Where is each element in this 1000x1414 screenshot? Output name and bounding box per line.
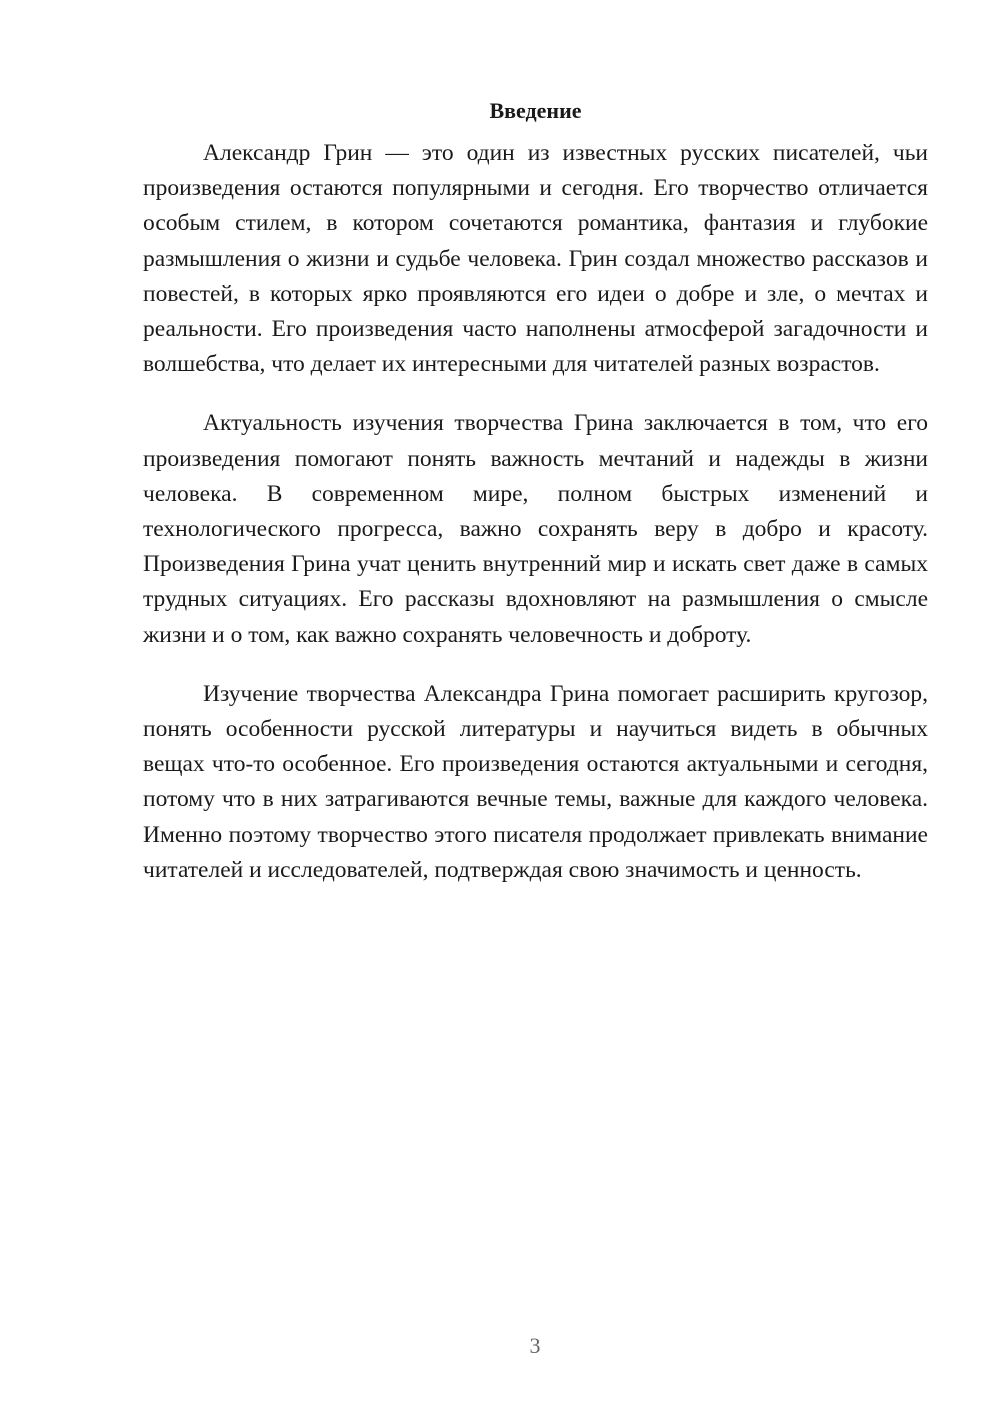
section-heading: Введение xyxy=(489,98,582,123)
page-content xyxy=(143,94,928,912)
page-number: 3 xyxy=(529,1333,541,1358)
paragraph-intro: Александр Грин — это один из известных русских писателей, чьи произведения остаются популярными и сегодня. Его творчество отличается особым стилем, в котором сочетаются романтика, фантазия и глубокие размышления о жизни и судьбе человека. Грин создал множество рассказов и повестей, в которых ярко проявляются его идеи о добре и зле, о мечтах и реальности. Его произведения часто наполнены атмосферой загадочности и волшебства, что делает их интересными для читателей разных возрастов. xyxy=(143,140,928,378)
paragraph-conclusion: Изучение творчества Александра Грина помогает расширить кругозор, понять особенности русской литературы и научиться видеть в обычных вещах что-то особенное. Его произведения остаются актуальными и сегодня, потому что в них затрагиваются вечные темы, важные для каждого человека. Именно поэтому творчество этого писателя продолжает привлекать внимание читателей и исследователей, подтверждая свою значимость и ценность. xyxy=(143,680,928,883)
paragraph-relevance: Актуальность изучения творчества Грина заключается в том, что его произведения помогают понять важность мечтаний и надежды в жизни человека. В современном мире, полном быстрых изменений и технологического прогресса, важно сохранять веру в добро и красоту. Произведения Грина учат ценить внутренний мир и искать свет даже в самых трудных ситуациях. Его рассказы вдохновляют на размышления о смысле жизни и о том, как важно сохранять человечность и доброту. xyxy=(143,410,928,648)
